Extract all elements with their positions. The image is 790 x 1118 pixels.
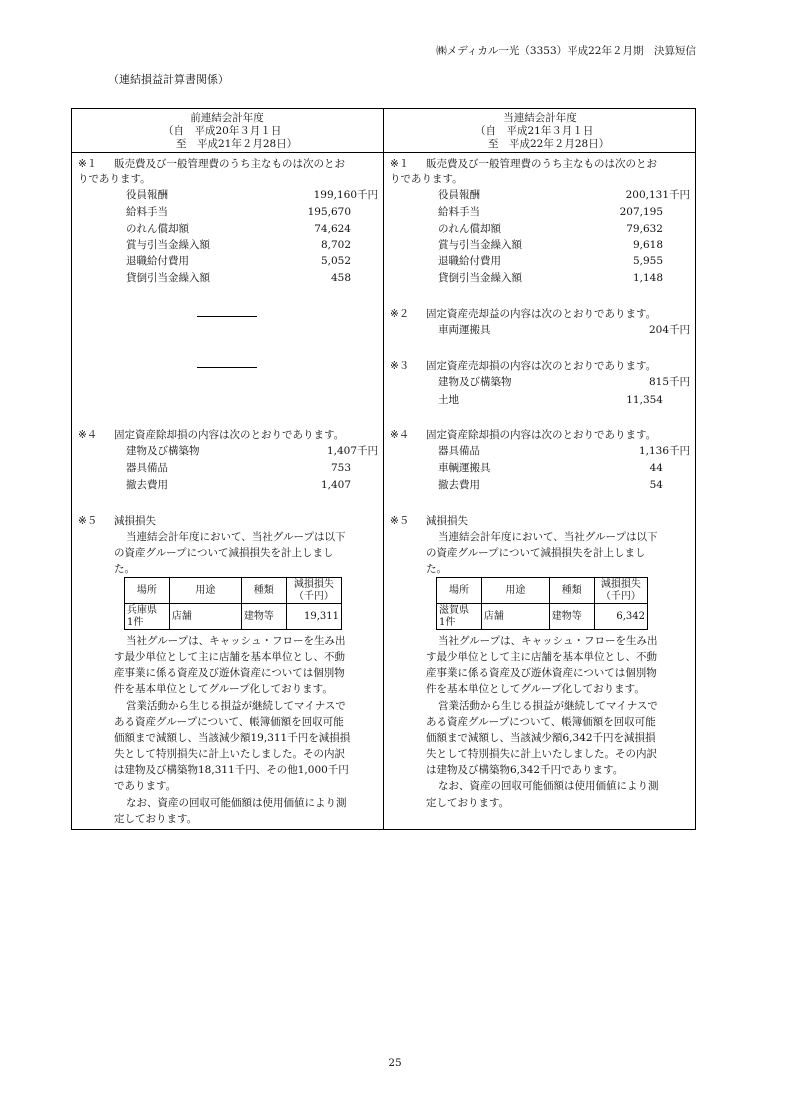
table-cell: 建物等	[241, 604, 286, 630]
item-value: 54	[649, 479, 663, 491]
table-cell: 建物等	[549, 604, 594, 630]
note-text: 当連結会計年度において、当社グループは以下	[126, 531, 346, 543]
curr-year-heading: 当連結会計年度	[503, 112, 577, 124]
note-text: であります。	[114, 780, 177, 792]
note-text: は建物及び構築物18,311千円、その他1,000千円	[114, 764, 349, 776]
item-value: 207,195	[619, 206, 663, 218]
prev-year-to: 至 平成21年２月28日）	[176, 138, 298, 150]
note-text: す最少単位として主に店舗を基本単位とし、不動	[426, 651, 657, 663]
note-mark: ※５	[390, 515, 410, 527]
item-label: 器具備品	[126, 462, 168, 474]
prev-year-heading: 前連結会計年度	[190, 112, 264, 124]
note-text: 減損損失	[426, 515, 468, 527]
note-text: 件を基本単位としてグループ化しております。	[426, 683, 645, 695]
item-label: のれん償却額	[126, 223, 189, 235]
item-value: 74,624	[314, 223, 351, 235]
table-header: 用途	[169, 578, 241, 604]
table-header: 減損損失 （千円）	[286, 578, 341, 604]
note-text: りであります。	[78, 173, 151, 185]
item-label: 撤去費用	[438, 479, 480, 491]
note-text: ある資産グループについて、帳簿価額を回収可能	[426, 716, 656, 728]
item-label: 車輌運搬具	[438, 462, 491, 474]
note-mark: ※５	[78, 515, 98, 527]
item-label: 役員報酬	[126, 189, 168, 201]
note-text: 営業活動から生じる損益が継続してマイナスで	[126, 700, 346, 712]
section-title: （連結損益計算書関係）	[108, 73, 229, 86]
table-header: 用途	[481, 578, 549, 604]
note-mark: ※１	[78, 158, 98, 170]
note-text: なお、資産の回収可能価額は使用価値により測	[126, 797, 347, 809]
note-text: の資産グループについて減損損失を計上しまし	[426, 547, 646, 559]
item-value: 1,136千円	[638, 445, 690, 457]
item-value: 44	[649, 462, 663, 474]
table-cell: 店舗	[481, 604, 549, 630]
note-text: 失として特別損失に計上いたしました。その内訳	[114, 748, 345, 760]
empty-marker-line	[197, 316, 257, 317]
item-label: のれん償却額	[438, 223, 501, 235]
item-label: 建物及び構築物	[438, 376, 512, 388]
empty-marker-line	[197, 367, 257, 368]
item-value: 11,354	[626, 394, 663, 406]
item-value: 8,702	[320, 239, 351, 251]
table-cell: 滋賀県 1件	[437, 604, 482, 630]
note-text: 定しております。	[114, 813, 198, 825]
item-value: 199,160千円	[313, 189, 378, 201]
note-text: ある資産グループについて、帳簿価額を回収可能	[114, 716, 344, 728]
note-text: 固定資産売却損の内容は次のとおりであります。	[426, 360, 657, 372]
item-value: 815千円	[648, 376, 690, 388]
item-value: 200,131千円	[625, 189, 690, 201]
item-label: 建物及び構築物	[126, 445, 200, 457]
table-header: 場所	[437, 578, 482, 604]
table-cell: 店舗	[169, 604, 241, 630]
note-text: 失として特別損失に計上いたしました。その内訳	[426, 748, 657, 760]
item-label: 土地	[438, 394, 459, 406]
table-header: 種類	[549, 578, 594, 604]
item-label: 賞与引当金繰入額	[438, 239, 522, 251]
note-text: 販売費及び一般管理費のうち主なものは次のとお	[114, 158, 345, 170]
note-text: 価額まで減額し、当該減少額19,311千円を減損損	[114, 732, 351, 744]
curr-year-to: 至 平成22年２月28日）	[488, 138, 610, 150]
item-value: 5,955	[632, 255, 663, 267]
note-mark: ※４	[78, 429, 98, 441]
note-mark: ※２	[390, 308, 410, 320]
impairment-table	[436, 577, 648, 630]
item-value: 79,632	[626, 223, 663, 235]
note-mark: ※４	[390, 429, 410, 441]
note-text: 固定資産除却損の内容は次のとおりであります。	[426, 429, 657, 441]
item-label: 車両運搬具	[438, 324, 491, 336]
note-text: た。	[114, 563, 135, 575]
note-mark: ※１	[390, 158, 410, 170]
item-label: 器具備品	[438, 445, 480, 457]
note-text: 減損損失	[114, 515, 156, 527]
item-label: 退職給付費用	[126, 255, 189, 267]
note-text: 販売費及び一般管理費のうち主なものは次のとお	[426, 158, 657, 170]
note-text: た。	[426, 563, 447, 575]
note-text: す最少単位として主に店舗を基本単位とし、不動	[114, 651, 345, 663]
item-label: 賞与引当金繰入額	[126, 239, 210, 251]
note-text: 産事業に係る資産及び遊休資産については個別物	[114, 667, 345, 679]
item-value: 753	[330, 462, 351, 474]
note-text: 定しております。	[426, 797, 510, 809]
note-text: りであります。	[390, 173, 463, 185]
item-label: 給料手当	[438, 206, 480, 218]
item-value: 5,052	[320, 255, 351, 267]
item-value: 204千円	[648, 324, 690, 336]
note-text: 固定資産除却損の内容は次のとおりであります。	[114, 429, 345, 441]
item-label: 貸倒引当金繰入額	[126, 272, 210, 284]
item-label: 撤去費用	[126, 479, 168, 491]
curr-year-from: （自 平成21年３月１日	[475, 125, 594, 137]
table-header: 減損損失 （千円）	[594, 578, 647, 604]
note-text: 件を基本単位としてグループ化しております。	[114, 683, 333, 695]
note-text: 当社グループは、キャッシュ・フローを生み出	[438, 635, 658, 647]
note-text: の資産グループについて減損損失を計上しまし	[114, 547, 334, 559]
table-header: 場所	[125, 578, 170, 604]
document-header: ㈱メディカル一光（3353）平成22年２月期 決算短信	[436, 45, 696, 57]
column-divider	[383, 108, 384, 830]
header-divider	[71, 152, 696, 153]
item-value: 458	[330, 272, 351, 284]
item-label: 貸倒引当金繰入額	[438, 272, 522, 284]
note-text: なお、資産の回収可能価額は使用価値により測	[438, 780, 659, 792]
note-text: 営業活動から生じる損益が継続してマイナスで	[438, 700, 658, 712]
item-value: 195,670	[307, 206, 351, 218]
note-text: 固定資産売却益の内容は次のとおりであります。	[426, 308, 657, 320]
item-label: 給料手当	[126, 206, 168, 218]
note-text: 価額まで減額し、当該減少額6,342千円を減損損	[426, 732, 656, 744]
table-header: 種類	[241, 578, 286, 604]
note-text: は建物及び構築物6,342千円であります。	[426, 764, 624, 776]
item-value: 1,407千円	[326, 445, 378, 457]
table-cell: 6,342	[594, 604, 647, 630]
note-text: 産事業に係る資産及び遊休資産については個別物	[426, 667, 657, 679]
note-mark: ※３	[390, 360, 410, 372]
item-value: 1,148	[632, 272, 663, 284]
page-number: 25	[388, 1057, 402, 1069]
item-value: 1,407	[320, 479, 351, 491]
impairment-table	[124, 577, 342, 630]
prev-year-from: （自 平成20年３月１日	[163, 125, 282, 137]
table-cell: 兵庫県 1件	[125, 604, 170, 630]
note-text: 当社グループは、キャッシュ・フローを生み出	[126, 635, 346, 647]
item-label: 退職給付費用	[438, 255, 501, 267]
table-cell: 19,311	[286, 604, 341, 630]
item-value: 9,618	[632, 239, 663, 251]
note-text: 当連結会計年度において、当社グループは以下	[438, 531, 658, 543]
item-label: 役員報酬	[438, 189, 480, 201]
